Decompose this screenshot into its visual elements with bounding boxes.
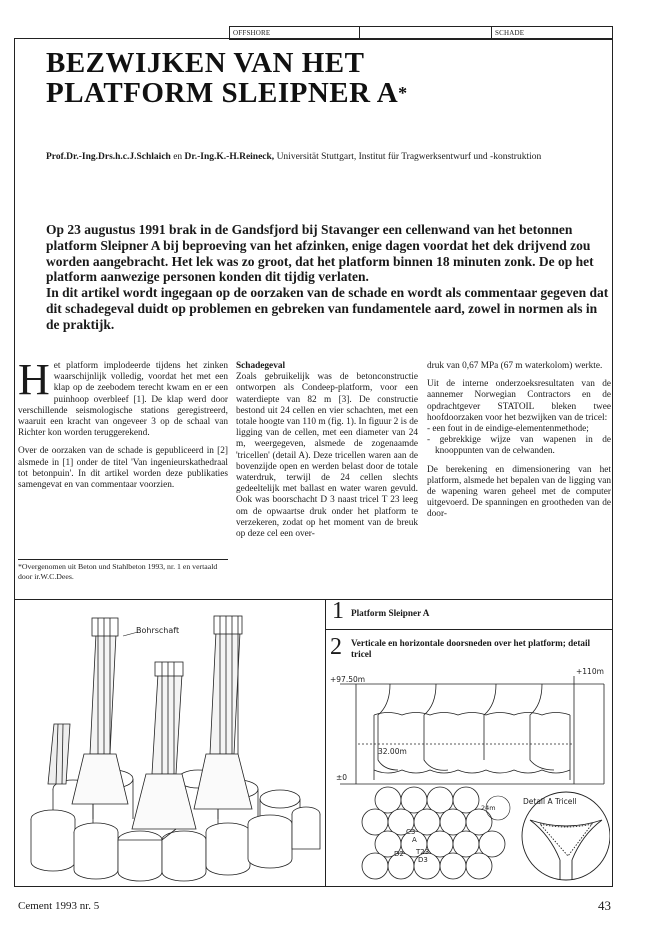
footnote: *Overgenomen uit Beton und Stahlbeton 1993, nr. 1 en vertaald door ir.W.C.Dees.	[18, 562, 218, 581]
vertical-section	[340, 676, 604, 784]
label-24m: 24m	[481, 804, 496, 812]
figure-1-caption: Platform Sleipner A	[351, 608, 430, 618]
label-d2: D2	[394, 850, 404, 858]
col1-p2: Over de oorzaken van de schade is gepubliceerd in [2] alsmede in [1] onder de titel 'Van ingenieurskathedraal tot betonpuin'. In dit artikel worden deze publikaties samengevat en van commentaar voorzien.	[18, 446, 228, 491]
shaft-back-left	[48, 724, 70, 784]
author-connector: en	[170, 152, 185, 162]
label-d3: D3	[418, 856, 428, 864]
col3-p3: De berekening en dimensionering van het platform, alsmede het bepalen van de ligging van de wapening waren geheel met de computer uitgevoerd. De spanningen en grootheden van de door-	[427, 464, 611, 520]
figure-divider-vertical	[325, 599, 326, 886]
col3-p2: Uit de interne onderzoeksresultaten van de aannemer Norwegian Contractors en de opdrachtgever STATOIL bleken twee hoofdoorzaken voor het bezwijken van de tricel:	[427, 379, 611, 423]
figure-1-platform-drawing	[18, 604, 322, 882]
lead-p2: In dit artikel wordt ingegaan op de oorzaken van de schade en wordt als commentaar gegeven dat dit schadegeval duidt op problemen en gebreken van fundamentele aard, zowel in normen als in de praktijk.	[46, 285, 609, 332]
shaft-right	[194, 616, 252, 809]
col2-p1: Zoals gebruikelijk was de betonconstructie ontworpen als Condeep-platform, voor een waterdiepte van 82 m [3]. De constructie bestond uit 24 cellen en vier schachten, met een totale hoogte van 110 m (fig. 1). In figuur 2 is de ligging van de cellen, met een diameter van 24 m, weergegeven, alsmede de zogenaamde 'tricellen' (detail A). Deze tricellen waren aan de bovenzijde open en werden belast door de totale waterdruk, terwijl de 24 cellen slechts gedeeltelijk met ballast en water waren gevuld. Ook was boorschacht D 3 naast tricel T 23 leeg om de opwaartse druk onder het platform te verzekeren, zodat op het moment van de breuk op deze cel een over-	[236, 372, 418, 540]
header-section-schade: SCHADE	[495, 29, 525, 37]
col3-p1: druk van 0,67 MPa (67 m waterkolom) werkte.	[427, 361, 603, 371]
col1-p1: et platform implodeerde tijdens het zinken waarschijnlijk volledig, voordat het met een klap op de zeebodem terecht kwam en er een puinhoop overbleef [1]. De klap werd door verschillende seismologische stations geregistreerd, waaruit een kracht van ongeveer 3 op de schaal van Richter kon worden teruggerekend.	[18, 361, 228, 439]
label-t23: T23	[416, 848, 430, 856]
figure-2-section-drawing	[328, 660, 610, 882]
label-bohrschaft: Bohrschaft	[136, 626, 180, 635]
list-item: - een fout in de eindige-elementenmethode;	[427, 424, 589, 435]
lead-p1: Op 23 augustus 1991 brak in de Gandsfjord bij Stavanger een cellenwand van het betonnen platform Sleipner A bij beproeving van het afzinken, enige dagen voordat het dek drijvend zou worden aangebracht. Het lek was zo groot, dat het platform binnen 18 minuten zonk. De op het platform aanwezige personen konden dit tijdig verlaten.	[46, 222, 594, 285]
label-elevation-0: ±0	[336, 773, 348, 782]
horizontal-section-cells	[362, 787, 505, 879]
footer-rule	[14, 886, 613, 887]
authors-line	[46, 152, 606, 163]
shaft-center	[132, 662, 196, 829]
page-number: 43	[598, 898, 611, 913]
author-affiliation: Universität Stuttgart, Institut für Tragwerksentwurf und -konstruktion	[274, 152, 542, 162]
header-section-offshore: OFFSHORE	[230, 27, 360, 39]
lead-paragraph	[46, 222, 614, 333]
label-elevation-110: +110m	[576, 667, 604, 676]
article-title	[46, 48, 408, 108]
figure-2-caption: Verticale en horizontale doorsneden over het platform; detail tricel	[351, 638, 591, 659]
label-c3: C3	[406, 828, 416, 836]
drop-cap: H	[18, 355, 50, 404]
cause-list	[427, 424, 611, 458]
column-1	[18, 355, 228, 498]
title-line-2: PLATFORM SLEIPNER A	[46, 77, 399, 109]
author-1: Prof.Dr.-Ing.Drs.h.c.J.Schlaich	[46, 152, 171, 162]
column-3	[427, 361, 611, 528]
title-footnote-mark: *	[398, 83, 408, 103]
label-detail-a: Detail A Tricell	[523, 797, 577, 806]
footer-journal: Cement 1993 nr. 5	[18, 900, 100, 912]
author-2: Dr.-Ing.K.-H.Reineck,	[184, 152, 275, 162]
list-item: - gebrekkige wijze van wapenen in de knooppunten van de celwanden.	[427, 435, 611, 457]
footnote-rule	[18, 559, 228, 560]
section-heading: Schadegeval	[236, 361, 286, 371]
label-width-3200: 32.00m	[378, 747, 407, 756]
figure-1-number: 1	[332, 598, 344, 624]
title-line-1: BEZWIJKEN VAN HET	[46, 47, 365, 79]
label-elevation-9750: +97.50m	[330, 675, 366, 684]
figure-divider-horizontal	[325, 629, 613, 630]
figure-2-number: 2	[330, 634, 342, 660]
column-2	[236, 361, 418, 547]
shaft-left	[72, 618, 128, 804]
label-a: A	[412, 836, 417, 844]
